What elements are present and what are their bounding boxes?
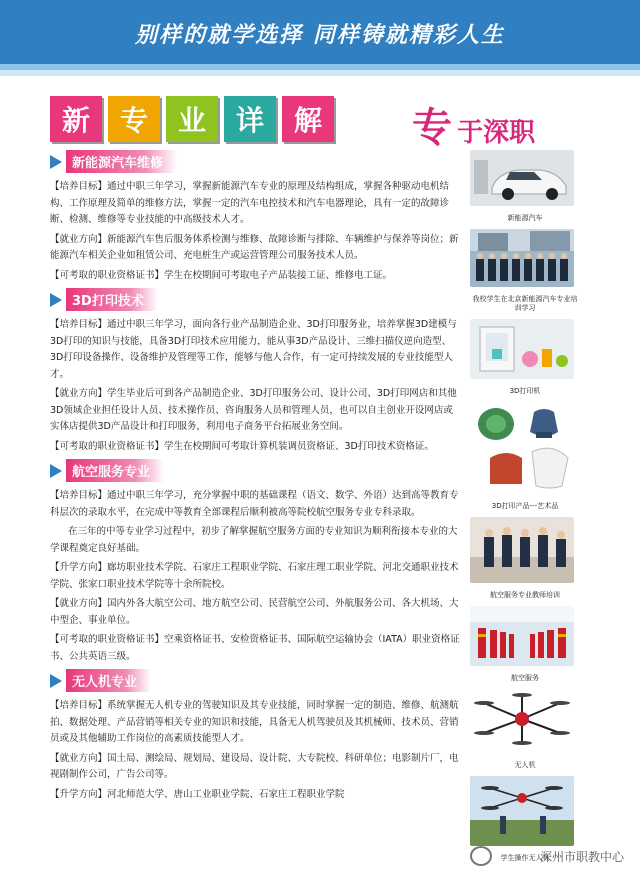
photo-caption: 学生操作无人机 bbox=[500, 854, 550, 862]
header-banner bbox=[0, 0, 640, 70]
badge-tile: 解 bbox=[282, 96, 334, 142]
footer bbox=[0, 840, 640, 874]
section-paragraph: 【可考取的职业资格证书】学生在校期间可考取电子产品装接工证、维修电工证。 bbox=[50, 269, 393, 281]
section-title: 3D打印技术 bbox=[66, 288, 158, 311]
section-paragraph: 【就业方向】国内外各大航空公司、地方航空公司、民营航空公司、外航服务公司、各大机场、大中型企、事业单位。 bbox=[50, 598, 459, 626]
photo-caption: 我校学生在北京新能源汽车专业培训学习 bbox=[472, 295, 578, 312]
students-group-photo bbox=[470, 229, 574, 287]
section-header bbox=[50, 288, 462, 311]
section-paragraph: 【培养目标】通过中职三年学习，充分掌握中职的基础课程（语文、数学、外语）达到高等教育专科层次的录取水平，在完成中等教育全部课程后顺利被高等院校航空服务专业专科录取。 bbox=[50, 490, 459, 518]
badge-tiles bbox=[50, 96, 334, 142]
badge-tile: 专 bbox=[108, 96, 160, 142]
section-paragraph: 【就业方向】学生毕业后可到各产品制造企业、3D打印服务公司、设计公司、3D打印网店和其他3D领域企业担任设计人员、技术操作员、咨询服务人员和管理人员，也可以自主创业开设网店或实体店提供3D产品设计和打印服务，利用电子商务平台拓展业务空间。 bbox=[50, 388, 457, 432]
section-aviation-service bbox=[50, 459, 462, 665]
section-paragraph: 【升学方向】廊坊职业技术学院、石家庄工程职业学院、石家庄理工职业学院、河北交通职业技术学院、张家口职业技术学院等十余所院校。 bbox=[50, 562, 459, 590]
section-title: 新能源汽车维修 bbox=[66, 150, 177, 173]
badge-tile: 详 bbox=[224, 96, 276, 142]
flight-attendants-photo bbox=[470, 606, 574, 666]
section-paragraph: 在三年的中等专业学习过程中，初步了解掌握航空服务方面的专业知识为顺利衔接本专业的大学课程奠定良好基础。 bbox=[50, 526, 458, 554]
triangle-bullet-icon bbox=[50, 155, 62, 169]
page-title: 别样的就学选择 同样铸就精彩人生 bbox=[135, 22, 505, 48]
badge-tile: 业 bbox=[166, 96, 218, 142]
photo-caption: 航空服务 bbox=[511, 674, 539, 682]
section-paragraph: 【就业方向】新能源汽车售后服务体系检测与维修、故障诊断与排除、车辆维护与保养等岗位；新能源汽车相关企业如租赁公司、充电桩生产或运营管理公司服务技术人员。 bbox=[50, 233, 459, 261]
triangle-bullet-icon bbox=[50, 293, 62, 307]
photo-caption: 新能源汽车 bbox=[507, 214, 543, 222]
badge-tile: 新 bbox=[50, 96, 102, 142]
triangle-bullet-icon bbox=[50, 464, 62, 478]
section-header bbox=[50, 459, 462, 482]
drone-photo bbox=[470, 689, 574, 753]
focus-rest-text: 于深职 bbox=[457, 118, 536, 148]
section-paragraph: 【就业方向】国土局、测绘局、规划局、建设局、设计院、大专院校、科研单位；电影制片厂，电视剧制作公司，广告公司等。 bbox=[50, 752, 459, 780]
ev-car-photo bbox=[470, 150, 574, 206]
aviation-training-photo bbox=[470, 517, 574, 583]
section-title: 无人机专业 bbox=[66, 669, 151, 692]
section-drone bbox=[50, 669, 462, 803]
focus-big-char: 专 bbox=[412, 104, 452, 151]
section-paragraph: 【培养目标】通过中职三年学习，面向各行业产品制造企业、3D打印服务业，培养掌握3D建模与3D打印的知识与技能，具备3D打印技术应用能力，能从事3D产品设计、三维扫描仪逆向造型、3D打印设备操作、设备维护及管理等工作，能够与他人合作，有一定可持续发展的专业技能型人才。 bbox=[50, 319, 457, 380]
3d-printer-photo bbox=[470, 319, 574, 379]
section-header bbox=[50, 669, 462, 692]
students-operating-drone-photo bbox=[470, 776, 574, 846]
main-content bbox=[50, 150, 462, 807]
section-paragraph: 【培养目标】系统掌握无人机专业的驾驶知识及其专业技能，同时掌握一定的制造、维修、航测航拍、数据处理、产品营销等相关专业的知识和技能，具备无人机驾驶员及其机械师、技术员、营销员或及其他辅助工作岗位的高素质技能型人才。 bbox=[50, 700, 459, 744]
section-title: 航空服务专业 bbox=[66, 459, 164, 482]
section-paragraph: 【可考取的职业资格证书】学生在校期间可考取计算机装调员资格证、3D打印技术资格证。 bbox=[50, 440, 434, 452]
photo-caption: 无人机 bbox=[514, 761, 536, 769]
banner-stripe bbox=[0, 70, 640, 76]
photo-sidebar bbox=[470, 150, 580, 869]
section-3d-printing bbox=[50, 288, 462, 455]
focus-slogan bbox=[412, 96, 535, 153]
3d-art-products-photo bbox=[470, 402, 574, 494]
section-paragraph: 【可考取的职业资格证书】空乘资格证书、安检资格证书、国际航空运输协会（IATA）职业资格证书、公共英语三级。 bbox=[50, 634, 460, 662]
wechat-icon bbox=[470, 846, 492, 866]
section-paragraph: 【升学方向】河北师范大学、唐山工业职业学院、石家庄工程职业学院 bbox=[50, 788, 345, 800]
section-ev-repair bbox=[50, 150, 462, 284]
triangle-bullet-icon bbox=[50, 674, 62, 688]
section-paragraph: 【培养目标】通过中职三年学习，掌握新能源汽车专业的原理及结构组成，掌握各种驱动电机结构、工作原理及简单的维修方法，掌握一定的汽车电控技术和汽车电器理论，具有一定的故障诊断、检测、维修等专业技能的中高级技术人才。 bbox=[50, 181, 450, 225]
photo-caption: 航空服务专业教师培训 bbox=[490, 591, 560, 599]
footer-text: 深州市职教中心 bbox=[539, 850, 624, 864]
photo-caption: 3D打印机 bbox=[509, 387, 541, 395]
photo-caption: 3D打印产品---艺术品 bbox=[491, 502, 559, 510]
section-header bbox=[50, 150, 462, 173]
